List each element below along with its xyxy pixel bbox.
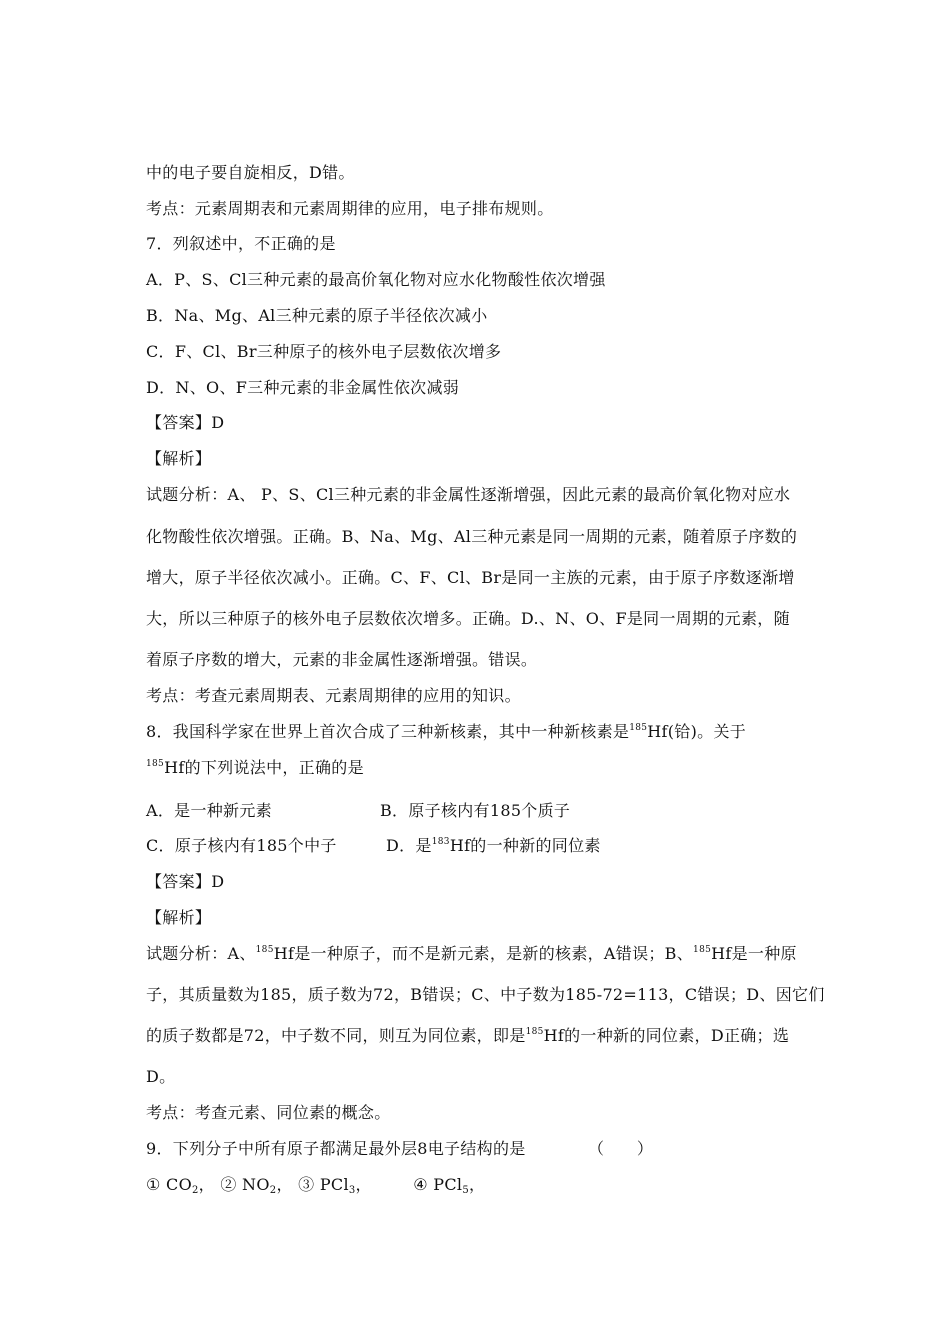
q7-analysis-line-4: 大，所以三种原子的核外电子层数依次增多。正确。D.、N、O、F是同一周期的元素，随 [146,609,790,628]
q8-analysis-text-2: Hf是一种原子，而不是新元素，是新的核素，A错误；B、 [273,944,694,963]
q7-option-a: A．P、S、Cl三种元素的最高价氧化物对应水化物酸性依次增强 [146,270,606,289]
q7-analysis-header: 【解析】 [146,449,212,468]
subscript: 2 [269,1185,277,1196]
mass-number-185: 185 [525,1027,544,1037]
comma: ， [198,1175,215,1194]
q9-item-1: ① CO [146,1175,192,1194]
mass-number-185: 185 [693,945,712,955]
q7-kaodian: 考点：考查元素周期表、元素周期律的应用的知识。 [146,686,521,705]
q8-option-a: A．是一种新元素 [146,801,272,820]
q8-analysis-line-3 [146,1026,789,1046]
mass-number-185: 185 [629,723,648,733]
q8-stem-hf: Hf(铪)。关于 [647,722,747,741]
mass-number-185: 185 [146,759,165,769]
q9-item-2: ② NO [220,1175,270,1194]
q9-items [146,1175,485,1195]
q8-option-d-text: D．是 [386,836,432,855]
comma: ， [355,1175,372,1194]
prev-kaodian: 考点：元素周期表和元素周期律的应用，电子排布规则。 [146,199,554,218]
q8-analysis-line-4: D。 [146,1067,176,1086]
q7-answer: 【答案】D [146,413,225,432]
q7-option-b: B．Na、Mg、Al三种元素的原子半径依次减小 [146,306,488,325]
subscript: 2 [192,1185,199,1196]
q8-kaodian: 考点：考查元素、同位素的概念。 [146,1103,391,1122]
q7-option-c: C．F、Cl、Br三种原子的核外电子层数依次增多 [146,342,502,361]
q8-analysis-text-4: 的质子数都是72，中子数不同，则互为同位素，即是 [146,1026,526,1045]
q8-answer: 【答案】D [146,872,225,891]
q9-item-3: ③ PCl [298,1175,349,1194]
q8-stem-text: 8．我国科学家在世界上首次合成了三种新核素，其中一种新核素是 [146,722,630,741]
mass-number-183: 183 [431,837,450,847]
q7-stem: 7．列叙述中，不正确的是 [146,234,336,253]
q8-analysis-line-2: 子，其质量数为185，质子数为72，B错误；C、中子数为185-72=113，C错误；D、因它们 [146,985,825,1004]
mass-number-185: 185 [255,945,274,955]
q8-analysis-line-1 [146,944,797,964]
subscript: 3 [348,1185,356,1196]
q8-stem-line-2 [146,758,364,778]
q8-stem-line-1 [146,722,746,742]
q9-answer-blank: （ ） [588,1139,654,1158]
q8-analysis-text-5: Hf的一种新的同位素，D正确；选 [543,1026,790,1045]
subscript: 5 [462,1185,469,1196]
comma: ， [468,1175,486,1194]
q7-analysis-line-5: 着原子序数的增大，元素的非金属性逐渐增强。错误。 [146,650,538,669]
prev-answer-tail: 中的电子要自旋相反，D错。 [146,163,355,182]
q9-stem: 9．下列分子中所有原子都满足最外层8电子结构的是 [146,1139,526,1158]
q8-analysis-header: 【解析】 [146,908,212,927]
q7-analysis-line-1: 试题分析：A、 P、S、Cl三种元素的非金属性逐渐增强，因此元素的最高价氧化物对应水 [146,485,791,504]
q8-option-d-text-2: Hf的一种新的同位素 [449,836,601,855]
q9-item-4: ④ PCl [413,1175,463,1194]
q8-analysis-text: 试题分析：A、 [146,944,256,963]
q8-option-d [386,836,601,856]
q8-analysis-text-3: Hf是一种原 [711,944,797,963]
q7-analysis-line-3: 增大，原子半径依次减小。正确。C、F、Cl、Br是同一主族的元素，由于原子序数逐渐增 [146,568,795,587]
q7-analysis-line-2: 化物酸性依次增强。正确。B、Na、Mg、Al三种元素是同一周期的元素，随着原子序数的 [146,527,798,546]
q8-option-c: C．原子核内有185个中子 [146,836,337,855]
q8-stem-text-2: Hf的下列说法中，正确的是 [164,758,364,777]
comma: ， [276,1175,293,1194]
q8-option-b: B．原子核内有185个质子 [380,801,571,820]
q7-option-d: D．N、O、F三种元素的非金属性依次减弱 [146,378,460,397]
